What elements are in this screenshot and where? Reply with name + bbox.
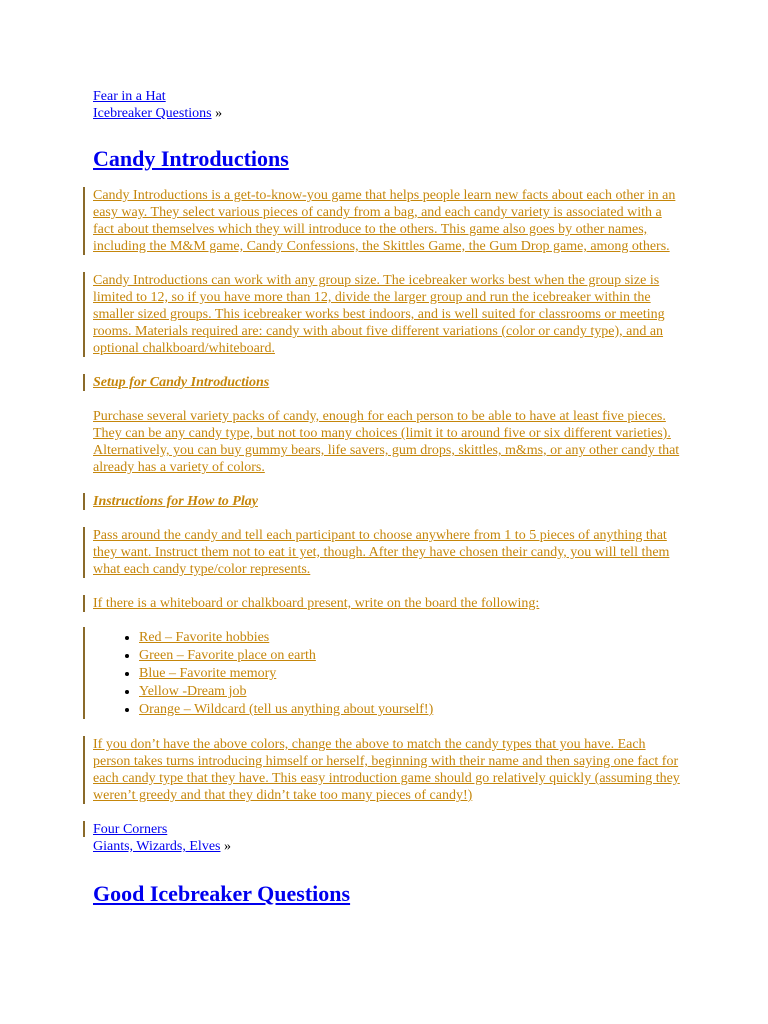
howto-heading-link[interactable]: Instructions for How to Play (93, 494, 258, 509)
closing-paragraph (93, 736, 683, 804)
list-item (139, 683, 683, 701)
howto-heading (93, 493, 683, 510)
group-paragraph (93, 272, 683, 357)
breadcrumb-top (93, 88, 683, 122)
related-article-link[interactable]: Giants, Wizards, Elves (93, 839, 221, 854)
breadcrumb-bottom (93, 821, 683, 855)
setup-text-link[interactable]: Purchase several variety packs of candy, enough for each person to be able to have at least five pieces. They can be any candy type, but not too many choices (limit it to around five or six different varieties). Alternatively, you can buy gummy bears, life savers, gum drops, skittles, m&ms, or any other candy that already has a variety of colors. (93, 409, 680, 475)
edit-bar (83, 374, 85, 391)
edit-bar (83, 272, 85, 357)
setup-heading-link[interactable]: Setup for Candy Introductions (93, 375, 270, 390)
page-title[interactable]: Candy Introductions (93, 146, 289, 171)
breadcrumb-separator: » (223, 839, 231, 854)
edit-bar (83, 821, 85, 837)
article (93, 88, 683, 907)
edit-bar (83, 527, 85, 578)
board-paragraph (93, 595, 683, 612)
list-item-link[interactable]: Green – Favorite place on earth (139, 648, 316, 663)
list-item (139, 701, 683, 719)
closing-text-link[interactable]: If you don’t have the above colors, change the above to match the candy types that you have. Each person takes turns introducing himself or herself, beginning with their name and then saying one fact for each candy type that they have. This easy introduction game should go relatively quickly (assuming they weren’t greedy and that they didn’t take too many pieces of candy!) (93, 737, 680, 803)
list-item-link[interactable]: Yellow -Dream job (139, 684, 247, 699)
edit-bar (83, 736, 85, 804)
list-item (139, 629, 683, 647)
prev-article-link[interactable]: Fear in a Hat (93, 89, 166, 104)
group-text-link[interactable]: Candy Introductions can work with any group size. The icebreaker works best when the group size is limited to 12, so if you have more than 12, divide the larger group and run the icebreaker within the smaller sized groups. This icebreaker works best indoors, and is well suited for classrooms or meeting rooms. Materials required are: candy with about five different variations (color or candy type), and an optional chalkboard/whiteboard. (93, 273, 665, 356)
next-section-title[interactable]: Good Icebreaker Questions (93, 881, 351, 906)
list-item (139, 665, 683, 683)
breadcrumb-separator: » (215, 106, 223, 121)
board-text-link[interactable]: If there is a whiteboard or chalkboard present, write on the board the following: (93, 596, 540, 611)
edit-bar (83, 627, 85, 719)
intro-paragraph (93, 187, 683, 255)
list-item-link[interactable]: Blue – Favorite memory (139, 666, 277, 681)
setup-heading (93, 374, 683, 391)
list-item-link[interactable]: Orange – Wildcard (tell us anything about yourself!) (139, 702, 434, 717)
edit-bar (83, 595, 85, 612)
next-article-link[interactable]: Four Corners (93, 822, 168, 837)
list-item-link[interactable]: Red – Favorite hobbies (139, 630, 270, 645)
edit-bar (83, 187, 85, 255)
setup-paragraph (93, 408, 683, 476)
howto-paragraph (93, 527, 683, 578)
color-list (93, 629, 683, 719)
parent-category-link[interactable]: Icebreaker Questions (93, 106, 212, 121)
howto-text-link[interactable]: Pass around the candy and tell each participant to choose anywhere from 1 to 5 pieces of anything that they want. Instruct them not to eat it yet, though. After they have chosen their candy, you will tell them what each candy type/color represents. (93, 528, 670, 577)
edit-bar (83, 493, 85, 510)
list-item (139, 647, 683, 665)
intro-text-link[interactable]: Candy Introductions is a get-to-know-you game that helps people learn new facts about each other in an easy way. They select various pieces of candy from a bag, and each candy variety is associated with a fact about themselves which they will introduce to the others. This game also goes by other names, including the M&M game, Candy Confessions, the Skittles Game, the Gum Drop game, among others. (93, 188, 676, 254)
